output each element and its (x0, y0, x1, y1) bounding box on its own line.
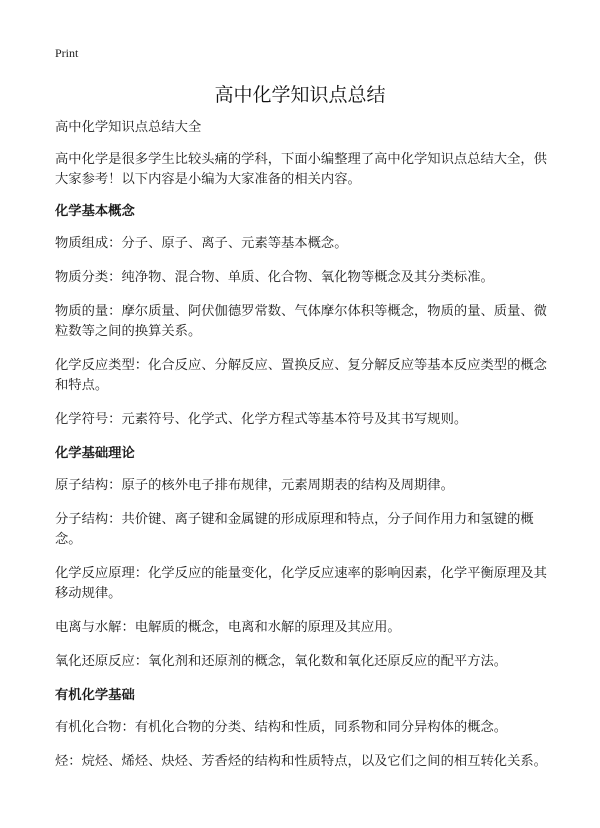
paragraph: 物质的量：摩尔质量、阿伏伽德罗常数、气体摩尔体积等概念，物质的量、质量、微粒数等之间的换算关系。 (55, 304, 547, 339)
paragraph: 原子结构：原子的核外电子排布规律，元素周期表的结构及周期律。 (55, 478, 454, 493)
intro-paragraph: 高中化学是很多学生比较头痛的学科，下面小编整理了高中化学知识点总结大全，供大家参考！以下内容是小编为大家准备的相关内容。 (55, 152, 547, 187)
paragraph: 物质分类：纯净物、混合物、单质、化合物、氧化物等概念及其分类标准。 (55, 270, 494, 285)
paragraph: 化学反应类型：化合反应、分解反应、置换反应、复分解反应等基本反应类型的概念和特点。 (55, 358, 547, 393)
print-link[interactable]: Print (55, 46, 79, 60)
page-title: 高中化学知识点总结 (214, 84, 386, 106)
paragraph: 化学符号：元素符号、化学式、化学方程式等基本符号及其书写规则。 (55, 412, 468, 427)
document-subtitle: 高中化学知识点总结大全 (55, 120, 202, 135)
paragraph: 分子结构：共价键、离子键和金属键的形成原理和特点，分子间作用力和氢键的概念。 (55, 512, 534, 547)
section-heading-organic-chemistry: 有机化学基础 (55, 688, 135, 703)
document-body (55, 118, 555, 786)
paragraph: 氧化还原反应：氧化剂和还原剂的概念，氧化数和氧化还原反应的配平方法。 (55, 654, 508, 669)
paragraph: 电离与水解：电解质的概念，电离和水解的原理及其应用。 (55, 620, 401, 635)
paragraph: 化学反应原理：化学反应的能量变化，化学反应速率的影响因素，化学平衡原理及其移动规律。 (55, 566, 547, 601)
section-heading-basic-theory: 化学基础理论 (55, 446, 135, 461)
paragraph: 有机化合物：有机化合物的分类、结构和性质，同系物和同分异构体的概念。 (55, 720, 508, 735)
paragraph: 烃：烷烃、烯烃、炔烃、芳香烃的结构和性质特点，以及它们之间的相互转化关系。 (55, 754, 547, 769)
section-heading-basic-concepts: 化学基本概念 (55, 204, 135, 219)
paragraph: 物质组成：分子、原子、离子、元素等基本概念。 (55, 236, 348, 251)
